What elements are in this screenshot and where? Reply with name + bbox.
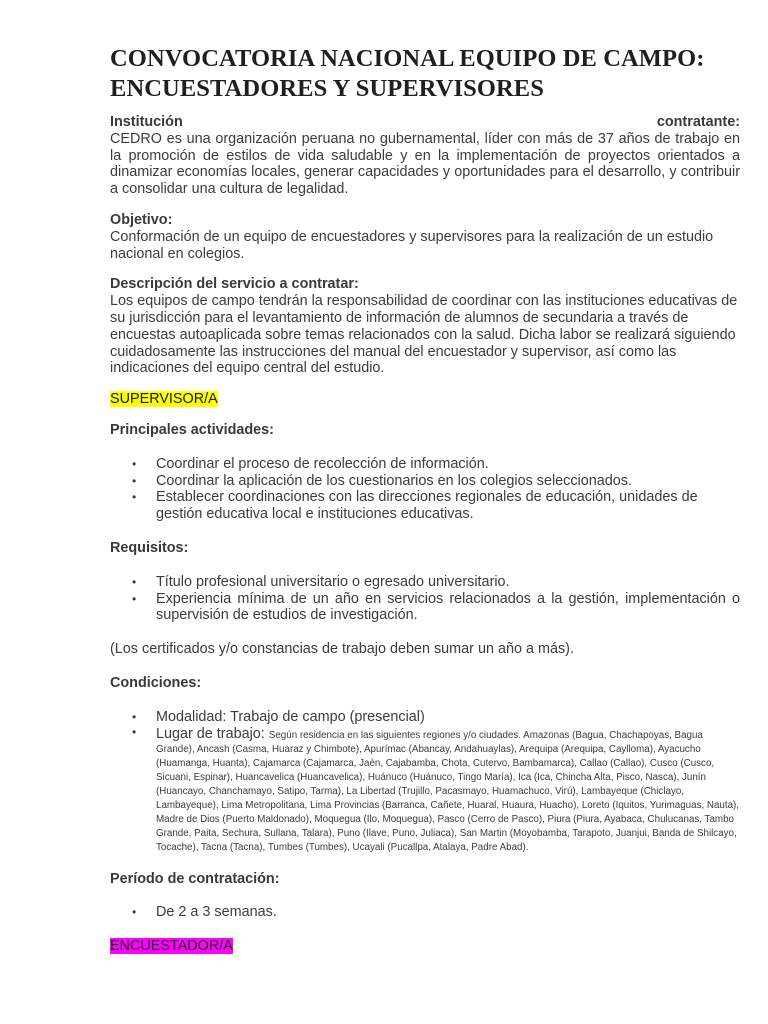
periodo-label: Período de contratación: <box>110 870 280 887</box>
supervisor-heading: SUPERVISOR/A <box>110 391 218 408</box>
institucion-label-row <box>110 114 740 131</box>
certificados-note: (Los certificados y/o constancias de trabajo deben sumar un año a más). <box>110 641 574 658</box>
actividades-label: Principales actividades: <box>110 421 274 438</box>
requisitos-list <box>110 574 740 624</box>
objetivo-label: Objetivo: <box>110 211 173 228</box>
list-item: • De 2 a 3 semanas. <box>110 904 740 921</box>
contratante-label: contratante: <box>656 114 740 130</box>
condiciones-list <box>110 709 740 854</box>
requisitos-label: Requisitos: <box>110 539 189 556</box>
lugar-label: Lugar de trabajo: <box>156 725 265 742</box>
encuestador-heading-row <box>110 938 740 955</box>
actividades-list <box>110 456 740 523</box>
encuestador-heading: ENCUESTADOR/A <box>110 938 233 955</box>
document-title: CONVOCATORIA NACIONAL EQUIPO DE CAMPO: ENCUESTADORES Y SUPERVISORES <box>110 45 705 102</box>
list-item: • Modalidad: Trabajo de campo (presencial) <box>110 709 740 726</box>
institucion-label: Institución <box>110 114 183 130</box>
supervisor-heading-row <box>110 391 740 408</box>
list-item: • Título profesional universitario o egresado universitario. <box>110 574 740 591</box>
list-item: • Coordinar el proceso de recolección de información. <box>110 456 740 473</box>
institucion-text: CEDRO es una organización peruana no gubernamental, líder con más de 37 años de trabajo en la promoción de estilos de vida saludable y en la implementación de proyectos orientados a dinamizar economías locales, generar capacidades y oportunidades para el desarrollo, y contribuir a consolidar una cultura de legalidad. <box>110 130 740 198</box>
lugar-text: Según residencia en las siguientes regiones y/o ciudades. Amazonas (Bagua, Chachapoyas, Bagua Grande), Ancash (Casma, Huaraz y Chimbote), Apurímac (Abancay, Andahuaylas), Arequipa (Arequipa, Caylloma), Ayacucho (Huamanga, Huanta), Cajamarca (Cajamarca, Jaén, Cajabamba, Chota, Cutervo, Bambamarca), Callao (Callao), Cusco (Cusco, Sicuani, Espinar), Huancavelica (Huancavelica), Huánuco (Huánuco, Tingo María), Ica (Ica, Chincha Alta, Pisco, Nasca), Junín (Huancayo, Chanchamayo, Satipo, Tarma), La Libertad (Trujillo, Pacasmayo, Huamachuco, Virú), Lambayeque (Chiclayo, Lambayeque), Lima Metropolitana, Lima Provincias (Barranca, Cañete, Huaral, Huaura, Huacho), Loreto (Iquitos, Yurimaguas, Nauta), Madre de Dios (Puerto Maldonado), Moquegua (Ilo, Moquegua), Pasco (Cerro de Pasco), Piura (Piura, Ayabaca, Chulucanas, Tambo Grande, Paita, Sechura, Sullana, Talara), Puno (Ilave, Puno, Juliaca), San Martin (Moyobamba, Tarapoto, Juanjui, Banda de Shilcayo, Tocache), Tacna (Tacna), Tumbes (Tumbes), Ucayali (Pucallpa, Atalaya, Padre Abad). <box>156 729 740 853</box>
list-item-lugar <box>110 726 740 854</box>
document-content <box>110 44 740 955</box>
list-item: • Establecer coordinaciones con las direcciones regionales de educación, unidades de gestión educativa local e instituciones educativas. <box>110 489 740 523</box>
list-item: • Experiencia mínima de un año en servicios relacionados a la gestión, implementación o supervisión de estudios de investigación. <box>110 591 740 625</box>
periodo-list <box>110 904 740 921</box>
list-item: • Coordinar la aplicación de los cuestionarios en los colegios seleccionados. <box>110 473 740 490</box>
descripcion-label: Descripción del servicio a contratar: <box>110 276 359 293</box>
condiciones-label: Condiciones: <box>110 674 202 691</box>
objetivo-text: Conformación de un equipo de encuestadores y supervisores para la realización de un estudio nacional en colegios. <box>110 228 714 262</box>
descripcion-text: Los equipos de campo tendrán la responsabilidad de coordinar con las instituciones educativas de su jurisdicción para el levantamiento de información de alumnos de secundaria a través de encuestas autoaplicada sobre temas relacionados con la salud. Dicha labor se realizará siguiendo cuidadosamente las instrucciones del manual del encuestador y supervisor, así como las indicaciones del equipo central del estudio. <box>110 293 738 377</box>
